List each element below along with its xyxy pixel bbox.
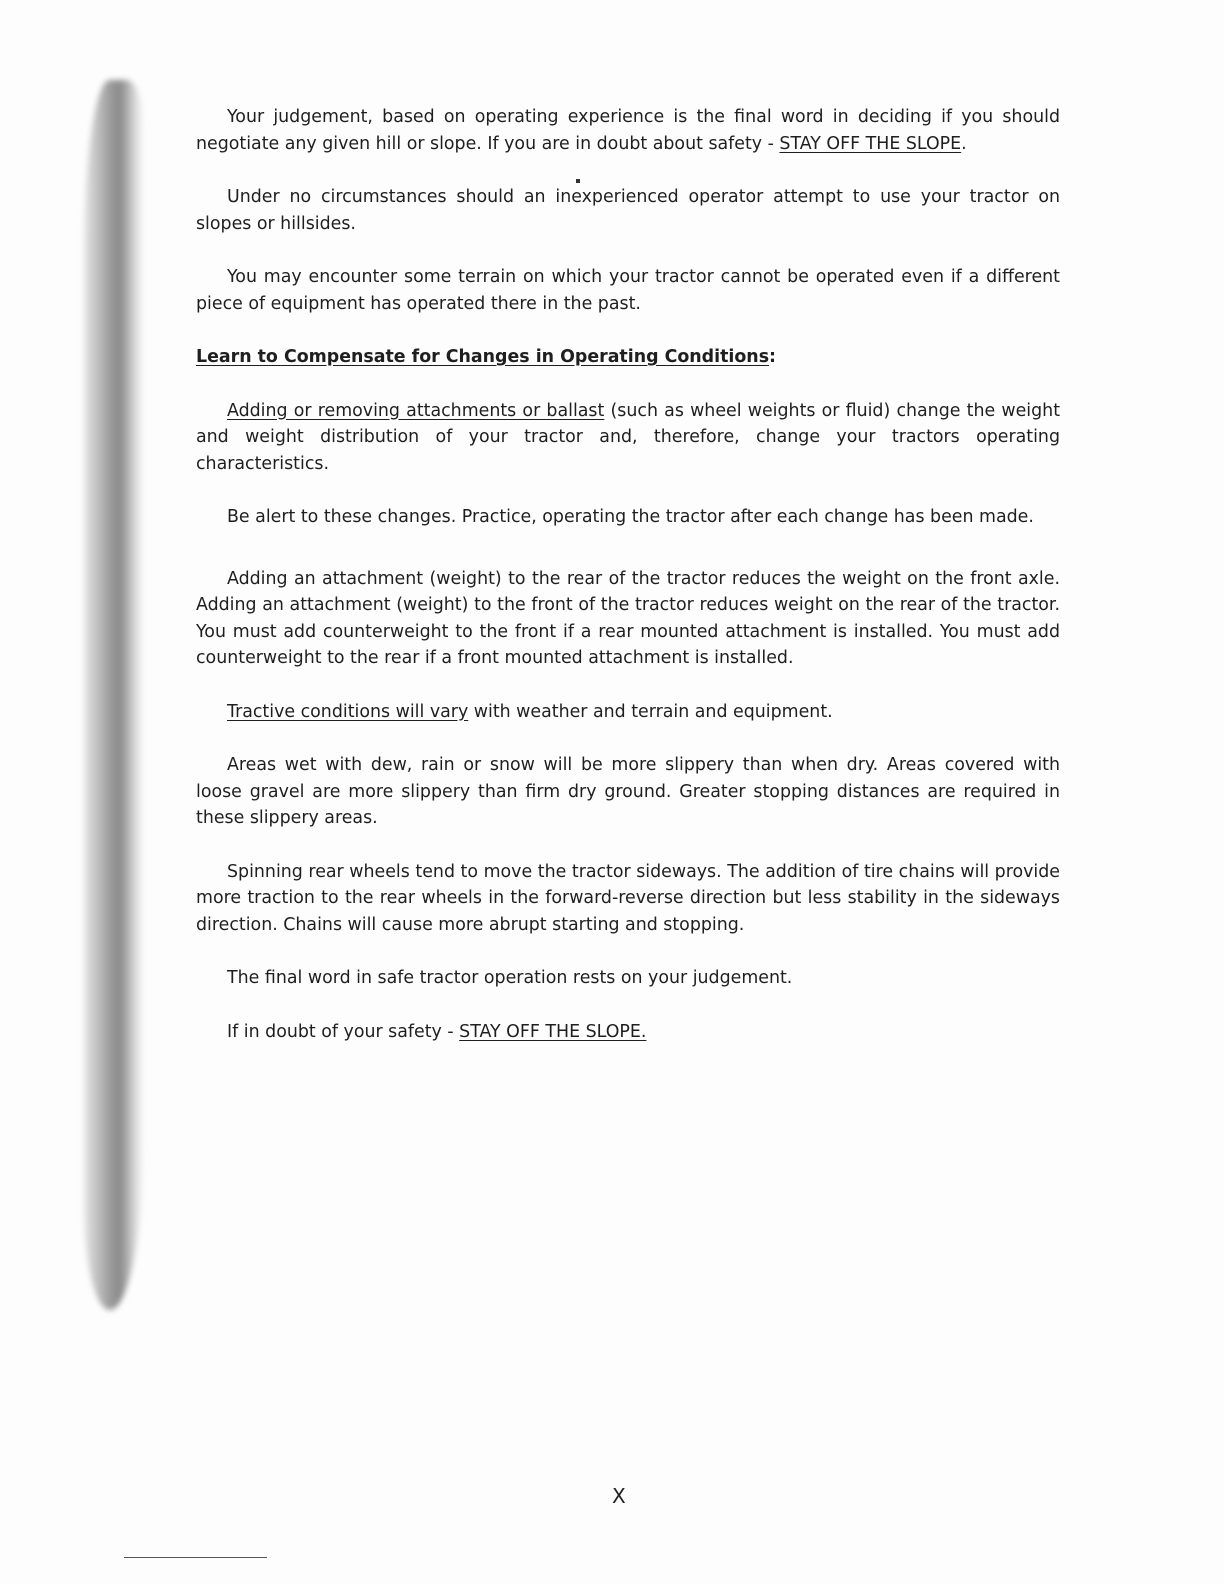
binding-shadow bbox=[84, 80, 144, 1310]
paragraph-text: with weather and terrain and equipment. bbox=[468, 701, 833, 722]
paragraph-attachments-ballast bbox=[196, 398, 1060, 478]
paragraph-tail: . bbox=[961, 133, 967, 154]
paragraph-text: Your judgement, based on operating experience is the final word in deciding if you should negotiate any given hill or slope. If you are in doubt about safety - bbox=[196, 107, 1060, 154]
stay-off-slope-emphasis: STAY OFF THE SLOPE. bbox=[459, 1021, 647, 1042]
section-heading bbox=[196, 344, 1060, 371]
paragraph-judgement bbox=[196, 104, 1060, 157]
paragraph-slippery-areas: Areas wet with dew, rain or snow will be more slippery than when dry. Areas covered with loose gravel are more slippery than firm dry ground. Greater stopping distances are required in these slippery areas. bbox=[196, 755, 1060, 828]
paragraph-final-word: The final word in safe tractor operation rests on your judgement. bbox=[227, 968, 793, 988]
page-body bbox=[196, 104, 1060, 1045]
paragraph-inexperienced-operator: Under no circumstances should an inexperienced operator attempt to use your tractor on slopes or hillsides. bbox=[196, 187, 1060, 234]
heading-tail: : bbox=[769, 347, 777, 367]
paragraph-be-alert: Be alert to these changes. Practice, operating the tractor after each change has been made. bbox=[227, 507, 1034, 527]
heading-text: Learn to Compensate for Changes in Operating Conditions bbox=[196, 347, 770, 367]
paragraph-text: (such as wheel weights or fluid) change the weight and weight distribution of your tractor and, therefore, change your tractors operating characteristics. bbox=[196, 400, 1061, 474]
tractive-emphasis: Tractive conditions will vary bbox=[227, 701, 469, 722]
paragraph-text: If in doubt of your safety - bbox=[227, 1021, 460, 1042]
paragraph-spinning-wheels: Spinning rear wheels tend to move the tractor sideways. The addition of tire chains will provide more traction to the rear wheels in the forward-reverse direction but less stability in the sideways direction. Chains will cause more abrupt starting and stopping. bbox=[196, 861, 1060, 935]
paragraph-if-in-doubt bbox=[196, 1019, 1060, 1046]
bottom-rule bbox=[124, 1557, 267, 1558]
page-number: X bbox=[612, 1484, 626, 1508]
paragraph-weight-distribution: Adding an attachment (weight) to the rear of the tractor reduces the weight on the front axle. Adding an attachment (weight) to the front of the tractor reduces weight on the rear of the tractor. You must add counterweight to the front if a rear mounted attachment is installed. You must add counterweight to the rear if a front mounted attachment is installed. bbox=[196, 568, 1060, 668]
attachments-emphasis: Adding or removing attachments or ballast bbox=[227, 400, 605, 421]
paragraph-tractive-conditions bbox=[196, 699, 1060, 726]
paragraph-terrain: You may encounter some terrain on which your tractor cannot be operated even if a different piece of equipment has operated there in the past. bbox=[196, 267, 1060, 314]
stay-off-slope-emphasis: STAY OFF THE SLOPE bbox=[779, 133, 962, 154]
